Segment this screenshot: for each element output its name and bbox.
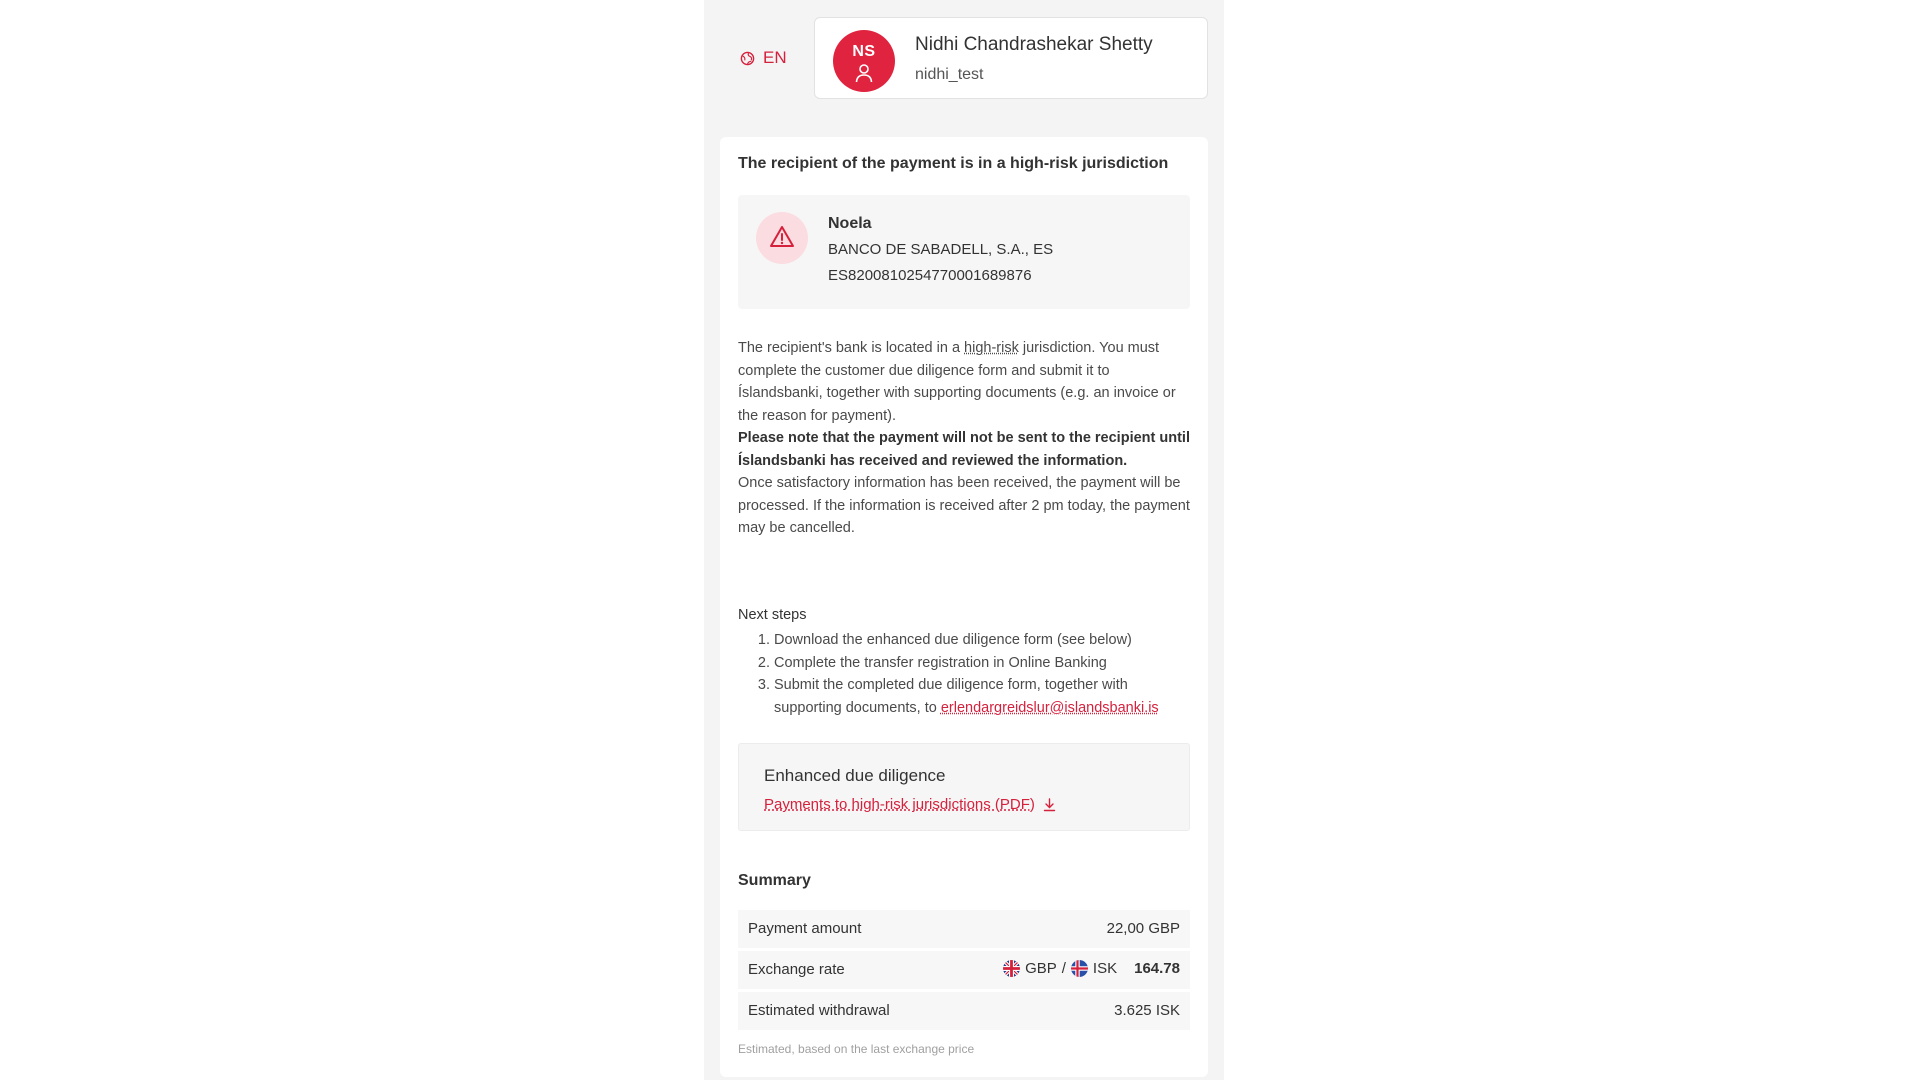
info-text-start: The recipient's bank is located in a (738, 340, 965, 356)
exchange-rate-value: 164.78 (1134, 960, 1180, 977)
withdrawal-value: 3.625 ISK (1114, 1002, 1180, 1019)
card-title: The recipient of the payment is in a high-risk jurisdiction (738, 155, 1169, 172)
top-bar (704, 0, 1224, 118)
iceland-flag-icon (1071, 960, 1088, 977)
language-selector[interactable] (740, 48, 787, 68)
list-item (738, 674, 1198, 719)
summary-row-payment-amount (738, 910, 1190, 948)
download-icon (1043, 798, 1056, 812)
edd-link-label: Payments to high-risk jurisdictions (PDF) (764, 796, 1035, 813)
rate-from-currency: GBP (1025, 960, 1057, 977)
step-text-content: Submit the completed due diligence form, together with supporting documents, to (774, 677, 1128, 716)
summary-row-estimated-withdrawal (738, 992, 1190, 1030)
rate-to-currency: ISK (1092, 960, 1118, 977)
summary-row-exchange-rate (738, 951, 1190, 989)
globe-icon (740, 51, 755, 66)
step-text (774, 674, 1198, 719)
edd-box (738, 743, 1190, 831)
list-item (738, 652, 1198, 675)
language-label: EN (763, 48, 787, 67)
exchange-rate-label: Exchange rate (748, 961, 845, 978)
warning-triangle-icon (769, 224, 795, 250)
payment-amount-value: 22,00 GBP (1106, 920, 1180, 937)
avatar (833, 30, 895, 92)
exchange-rate-value-group (1003, 960, 1180, 977)
rate-separator: / (1061, 960, 1066, 977)
recipient-box (738, 195, 1190, 309)
edd-title: Enhanced due diligence (764, 766, 946, 785)
avatar-initials: NS (852, 43, 876, 60)
step-number: 3. (757, 677, 770, 693)
email-link[interactable]: erlendargreidslur@islandsbanki.is (940, 699, 1159, 716)
step-number: 1. (757, 632, 770, 648)
edd-pdf-link[interactable] (764, 796, 1056, 813)
step-text: Download the enhanced due diligence form (see below) (774, 632, 1132, 648)
step-number: 2. (757, 654, 770, 671)
warning-badge (756, 212, 808, 264)
user-name: Nidhi Chandrashekar Shetty (915, 34, 1153, 55)
notice-paragraph: Please note that the payment will not be sent to the recipient until Íslandsbanki has received and reviewed the information. (738, 430, 1190, 469)
recipient-bank: BANCO DE SABADELL, S.A., ES (828, 241, 1054, 258)
recipient-name: Noela (828, 215, 872, 232)
user-handle: nidhi_test (915, 66, 984, 83)
processing-paragraph: Once satisfactory information has been received, the payment will be processed. If the information is received after 2 pm today, the payment may be cancelled. (738, 475, 1190, 536)
info-text-end: jurisdiction. You must complete the customer due diligence form and submit it to Íslandsbanki, together with supporting documents (e.g. an invoice or the reason for payment). (738, 340, 1176, 424)
summary-title: Summary (738, 872, 811, 889)
recipient-iban: ES8200810254770001689876 (828, 267, 1032, 284)
next-steps-list (738, 629, 1198, 719)
next-steps-title: Next steps (738, 607, 807, 623)
app-panel (704, 0, 1224, 1080)
info-paragraph (738, 337, 1194, 427)
step-text: Complete the transfer registration in Online Banking (774, 654, 1107, 671)
estimate-note: Estimated, based on the last exchange price (738, 1042, 975, 1056)
high-risk-term: high-risk (964, 340, 1019, 356)
user-card[interactable] (814, 17, 1208, 99)
high-risk-card (720, 137, 1208, 1077)
list-item (738, 629, 1198, 652)
uk-flag-icon (1003, 960, 1020, 977)
person-icon (854, 63, 874, 83)
withdrawal-label: Estimated withdrawal (748, 1002, 890, 1019)
payment-amount-label: Payment amount (748, 920, 862, 937)
